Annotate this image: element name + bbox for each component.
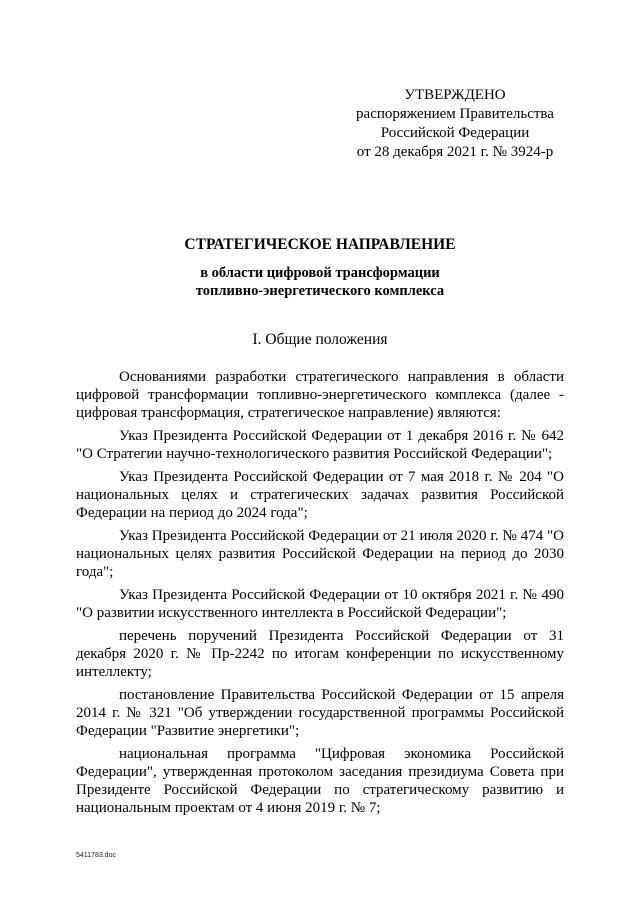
paragraph: перечень поручений Президента Российской Федерации от 31 декабря 2020 г. № Пр-2242 по итогам конференции по искусственному интеллекту; (76, 628, 564, 680)
paragraph: Указ Президента Российской Федерации от 21 июля 2020 г. № 474 "О национальных целях развития Российской Федерации на период до 2030 года"; (76, 528, 564, 580)
approval-block (330, 86, 580, 162)
document-subtitle-1: в области цифровой трансформации (200, 265, 440, 281)
approval-authority: распоряжением Правительства (356, 106, 554, 122)
approval-country: Российской Федерации (380, 125, 530, 141)
approval-title: УТВЕРЖДЕНО (404, 87, 506, 103)
paragraph: постановление Правительства Российской Федерации от 15 апреля 2014 г. № 321 "Об утверждении государственной программы Российской Федерации "Развитие энергетики"; (76, 687, 564, 739)
paragraph: национальная программа "Цифровая экономика Российской Федерации", утвержденная протоколом заседания президиума Совета при Президенте Российской Федерации по стратегическому развитию и национальным проектам от 4 июня 2019 г. № 7; (76, 746, 564, 816)
paragraph: Основаниями разработки стратегического направления в области цифровой трансформации топливно-энергетического комплекса (далее - цифровая трансформация, стратегическое направление) являются: (76, 369, 564, 421)
paragraph: Указ Президента Российской Федерации от 7 мая 2018 г. № 204 "О национальных целях и стратегических задачах развития Российской Федерации на период до 2024 года"; (76, 469, 564, 521)
section-heading: I. Общие положения (252, 331, 388, 348)
approval-date-number: от 28 декабря 2021 г. № 3924-р (356, 144, 554, 160)
file-name-footer: 5411783.doc (76, 852, 116, 859)
document-title: СТРАТЕГИЧЕСКОЕ НАПРАВЛЕНИЕ (184, 236, 456, 253)
paragraph: Указ Президента Российской Федерации от 10 октября 2021 г. № 490 "О развитии искусственного интеллекта в Российской Федерации"; (76, 587, 564, 621)
paragraph: Указ Президента Российской Федерации от 1 декабря 2016 г. № 642 "О Стратегии научно-технологического развития Российской Федерации"; (76, 428, 564, 462)
document-body (76, 368, 564, 822)
document-subtitle-2: топливно-энергетического комплекса (195, 283, 445, 299)
